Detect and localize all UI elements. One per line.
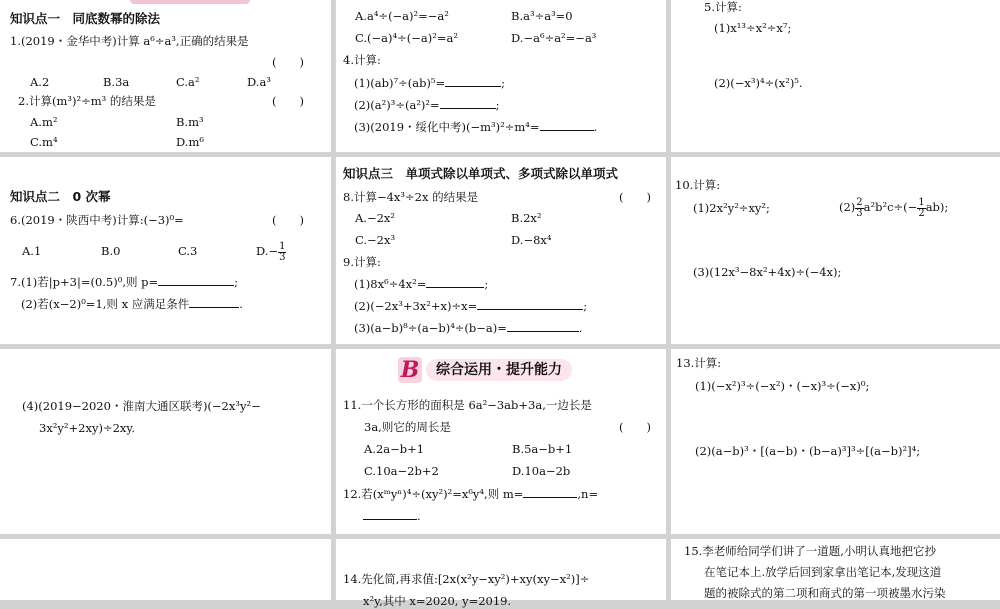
card-11 xyxy=(336,539,666,608)
question-10-3: (3)(12x³−8x²+4x)÷(−4x); xyxy=(693,265,842,279)
card-6 xyxy=(671,157,1000,344)
q10-2-f2-denominator: 2 xyxy=(918,207,925,219)
q4-2-expr: (2)(a²)³÷(a²)²= xyxy=(354,98,440,112)
question-1: 1.(2019・金华中考)计算 a⁶÷a³,正确的结果是 xyxy=(10,34,249,48)
q1-option-b: B.3a xyxy=(103,75,130,89)
question-6-paren: ( ) xyxy=(272,213,304,227)
q10-2-f2-numerator: 1 xyxy=(918,196,925,208)
question-12 xyxy=(343,485,598,502)
q7-1-blank[interactable] xyxy=(158,273,234,286)
question-8: 8.计算−4x³÷2x 的结果是 xyxy=(343,190,479,204)
question-10: 10.计算: xyxy=(675,178,721,192)
q4-3-expr: (3)(2019・绥化中考)(−m³)²÷m⁴= xyxy=(354,120,540,134)
question-1-paren: ( ) xyxy=(272,55,304,69)
q4-3-blank[interactable] xyxy=(540,118,594,131)
q9-3-blank[interactable] xyxy=(507,319,579,332)
q4-3-period: . xyxy=(593,120,598,134)
card-3 xyxy=(671,0,1000,152)
q3-option-b: B.a³÷a³=0 xyxy=(511,9,573,23)
q11-option-c: C.10a−2b+2 xyxy=(364,464,439,478)
q4-2-semicolon: ; xyxy=(495,98,500,112)
section-title-1: 知识点一 同底数幂的除法 xyxy=(10,11,161,26)
question-11-line1: 11.一个长方形的面积是 6a²−3ab+3a,一边长是 xyxy=(343,398,592,412)
question-13: 13.计算: xyxy=(676,356,722,370)
question-4: 4.计算: xyxy=(343,53,381,67)
question-2-paren: ( ) xyxy=(272,94,304,108)
question-4-4-line1: (4)(2019−2020・淮南大通区联考)(−2x³y²− xyxy=(22,399,261,413)
q11-option-a: A.2a−b+1 xyxy=(364,442,425,456)
section-title-3: 知识点三 单项式除以单项式、多项式除以单项式 xyxy=(343,166,619,181)
card-4 xyxy=(0,157,331,344)
card-10 xyxy=(0,539,331,600)
question-4-3 xyxy=(354,118,597,135)
q8-option-b: B.2x² xyxy=(511,211,542,225)
q11-option-d: D.10a−2b xyxy=(512,464,571,478)
q12-m-blank[interactable] xyxy=(523,485,577,498)
q6-d-numerator: 1 xyxy=(279,240,286,252)
q6-option-d-fraction xyxy=(278,242,286,263)
card-12 xyxy=(671,539,1000,600)
q12-n-blank[interactable] xyxy=(363,507,417,520)
q4-1-expr: (1)(ab)⁷÷(ab)⁵= xyxy=(354,76,446,90)
q7-2-blank[interactable] xyxy=(189,295,239,308)
question-9: 9.计算: xyxy=(343,255,381,269)
section-b-badge xyxy=(398,357,608,385)
question-15-line3: 题的被除式的第二项和商式的第一项被墨水污染 xyxy=(704,586,946,600)
question-8-paren: ( ) xyxy=(619,190,651,204)
q8-option-d: D.−8x⁴ xyxy=(511,233,552,247)
header-tab-decoration xyxy=(130,0,250,4)
q4-1-semicolon: ; xyxy=(501,76,506,90)
q2-option-b: B.m³ xyxy=(176,115,204,129)
question-9-1 xyxy=(354,275,488,292)
q6-option-b: B.0 xyxy=(101,244,121,258)
q11-option-b: B.5a−b+1 xyxy=(512,442,573,456)
question-14-line1: 14.先化简,再求值:[2x(x²y−xy²)+xy(xy−x²)]÷ xyxy=(343,572,590,586)
question-9-3 xyxy=(354,319,583,336)
q4-2-blank[interactable] xyxy=(440,96,496,109)
question-2: 2.计算(m³)²÷m³ 的结果是 xyxy=(18,94,156,108)
q8-option-a: A.−2x² xyxy=(355,211,396,225)
question-4-4-line2: 3x²y²+2xy)÷2xy. xyxy=(39,421,136,435)
q12-expr: 12.若(xᵐyⁿ)⁴÷(xy²)²=x⁶y⁴,则 m= xyxy=(343,487,524,501)
question-5: 5.计算: xyxy=(704,0,742,14)
q10-2-prefix: (2) xyxy=(839,200,856,214)
section-b-title: 综合运用・提升能力 xyxy=(426,359,572,381)
q7-1-semicolon: ; xyxy=(234,275,239,289)
q10-2-fraction-1 xyxy=(855,198,863,219)
q7-2-expr: (2)若(x−2)⁰=1,则 x 应满足条件 xyxy=(21,297,190,311)
question-4-1 xyxy=(354,74,505,91)
q6-option-d xyxy=(256,237,286,265)
question-13-1: (1)(−x²)³÷(−x²)・(−x)³÷(−x)⁰; xyxy=(695,379,870,393)
question-4-2 xyxy=(354,96,500,113)
q10-2-f1-numerator: 2 xyxy=(856,196,863,208)
section-b-letter: B xyxy=(398,357,422,383)
q3-option-c: C.(−a)⁴÷(−a)²=a² xyxy=(355,31,458,45)
q12-period: . xyxy=(417,509,421,523)
q8-option-c: C.−2x³ xyxy=(355,233,396,247)
question-14-line2: x²y,其中 x=2020, y=2019. xyxy=(363,594,512,608)
question-12-cont xyxy=(363,507,421,524)
card-9 xyxy=(671,349,1000,534)
q2-option-d: D.m⁶ xyxy=(176,135,204,149)
q10-2-fraction-2 xyxy=(917,198,925,219)
question-10-1: (1)2x²y²÷xy²; xyxy=(693,201,770,215)
q1-option-d: D.a³ xyxy=(247,75,271,89)
question-7-1 xyxy=(10,273,238,290)
q3-option-d: D.−a⁶÷a²=−a³ xyxy=(511,31,597,45)
q9-2-expr: (2)(−2x³+3x²+x)÷x= xyxy=(354,299,478,313)
q9-1-blank[interactable] xyxy=(426,275,484,288)
q10-2-f1-denominator: 3 xyxy=(856,207,863,219)
q9-3-period: . xyxy=(578,321,583,335)
q9-1-expr: (1)8x⁶÷4x²= xyxy=(354,277,427,291)
question-9-2 xyxy=(354,297,587,314)
question-10-2 xyxy=(839,193,948,221)
question-15-line2: 在笔记本上.放学后回到家拿出笔记本,发现这道 xyxy=(704,565,942,579)
q10-2-suffix: ab); xyxy=(925,200,949,214)
question-6: 6.(2019・陕西中考)计算:(−3)⁰= xyxy=(10,213,184,227)
question-15-line1: 15.李老师给同学们讲了一道题,小明认真地把它抄 xyxy=(684,544,936,558)
q2-option-a: A.m² xyxy=(30,115,58,129)
question-11-line2: 3a,则它的周长是 xyxy=(364,420,451,434)
q9-2-blank[interactable] xyxy=(477,297,583,310)
question-13-2: (2)(a−b)³・[(a−b)・(b−a)³]³÷[(a−b)²]⁴; xyxy=(695,444,921,458)
card-5 xyxy=(336,157,666,344)
question-5-1: (1)x¹³÷x²÷x⁷; xyxy=(714,21,792,35)
q1-option-a: A.2 xyxy=(30,75,50,89)
q6-d-denominator: 3 xyxy=(279,251,286,263)
q6-option-c: C.3 xyxy=(178,244,198,258)
q6-option-a: A.1 xyxy=(22,244,42,258)
q6-option-d-label: D.− xyxy=(256,244,279,258)
q2-option-c: C.m⁴ xyxy=(30,135,58,149)
card-7 xyxy=(0,349,331,534)
q9-2-semicolon: ; xyxy=(583,299,588,313)
q7-1-expr: 7.(1)若|p+3|=(0.5)⁰,则 p= xyxy=(10,275,159,289)
card-1 xyxy=(0,0,331,152)
question-7-2 xyxy=(21,295,243,312)
q9-3-expr: (3)(a−b)⁸÷(a−b)⁴÷(b−a)= xyxy=(354,321,507,335)
q12-n-label: ,n= xyxy=(577,487,599,501)
section-title-2: 知识点二 0 次幂 xyxy=(10,189,111,204)
q4-1-blank[interactable] xyxy=(445,74,501,87)
question-11-paren: ( ) xyxy=(619,420,651,434)
q1-option-c: C.a² xyxy=(176,75,200,89)
q9-1-semicolon: ; xyxy=(484,277,489,291)
card-2 xyxy=(336,0,666,152)
question-5-2: (2)(−x³)⁴÷(x²)⁵. xyxy=(714,76,803,90)
q7-2-period: . xyxy=(239,297,243,311)
q10-2-middle: a²b²c÷(− xyxy=(863,200,918,214)
q3-option-a: A.a⁴÷(−a)²=−a² xyxy=(355,9,449,23)
